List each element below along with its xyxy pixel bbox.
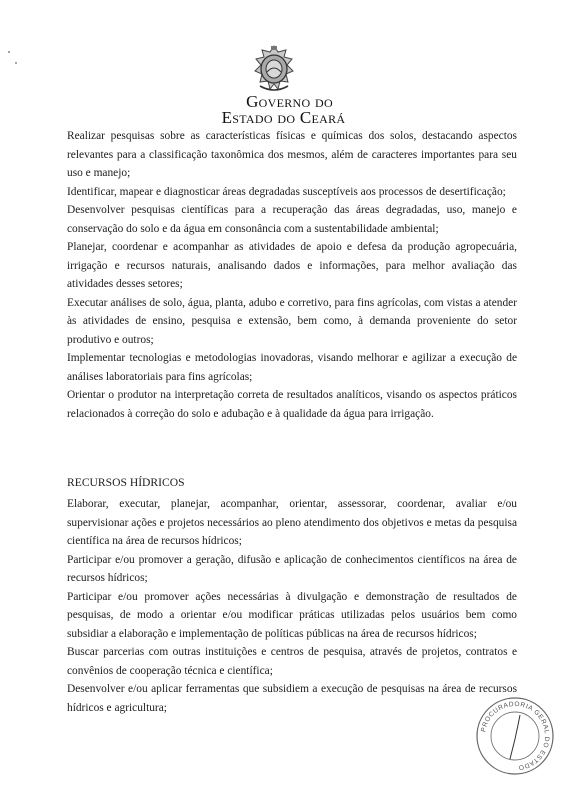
- paragraph: Buscar parcerias com outras instituições e centros de pesquisa, através de projetos, contratos e convênios de cooperação técnica e científica;: [67, 646, 517, 677]
- paragraph: Elaborar, executar, planejar, acompanhar, orientar, assessorar, coordenar, avaliar e/ou supervisionar ações e projetos necessários ao pleno atendimento dos objetivos e metas da pesquisa científica na área de recursos hídricos;: [67, 498, 517, 547]
- section-2-body: [67, 495, 517, 717]
- paragraph: Executar análises de solo, água, planta, adubo e corretivo, para fins agrícolas, com vistas a atender às atividades de ensino, pesquisa e extensão, bem como, à demanda proveniente do setor produtivo e outros;: [67, 296, 517, 346]
- paragraph: Realizar pesquisas sobre as características físicas e químicas dos solos, destacando aspectos relevantes para a classificação taxonômica dos mesmos, além de caracteres importantes para seu uso e manejo;: [67, 130, 517, 179]
- scan-speck: [8, 51, 10, 53]
- paragraph: Desenvolver e/ou aplicar ferramentas que subsidiem a execução de pesquisas na área de recursos hídricos e agricultura;: [67, 683, 517, 714]
- paragraph: Participar e/ou promover ações necessárias à divulgação e demonstração de resultados de pesquisas, de modo a orientar e/ou modificar práticas utilizadas pelos usuários bem como subsidiar a elaboração e implementação de políticas públicas na área de recursos hídricos;: [67, 590, 517, 640]
- header-line-1: Governo do: [246, 92, 333, 111]
- procuradoria-stamp-icon: [474, 695, 556, 777]
- paragraph: Implementar tecnologias e metodologias inovadoras, visando melhorar e agilizar a execução de análises laboratoriais para fins agrícolas;: [67, 352, 517, 383]
- scan-speck: [15, 62, 17, 64]
- header-line-2: Estado do Ceará: [221, 108, 346, 127]
- section-1-body: [67, 127, 517, 423]
- paragraph: Identificar, mapear e diagnosticar áreas degradadas susceptíveis aos processos de desertificação;: [67, 185, 506, 198]
- paragraph: Desenvolver pesquisas científicas para a recuperação das áreas degradadas, uso, manejo e conservação do solo e da água em consonância com a sustentabilidade ambiental;: [67, 204, 517, 235]
- paragraph: Planejar, coordenar e acompanhar as atividades de apoio e defesa da produção agropecuária, irrigação e recursos naturais, analisando dados e informações, para melhor avaliação das atividades desses setores;: [67, 241, 517, 290]
- section-heading: RECURSOS HÍDRICOS: [67, 476, 185, 489]
- paragraph: Participar e/ou promover a geração, difusão e aplicação de conhecimentos científicos na área de recursos hídricos;: [67, 553, 517, 584]
- paragraph: Orientar o produtor na interpretação correta de resultados analíticos, visando os aspectos práticos relacionados à correção do solo e adubação e à qualidade da água para irrigação.: [67, 389, 517, 420]
- state-coat-of-arms-icon: [251, 44, 297, 96]
- svg-text:PROCURADORIA GERAL DO ESTADO: PROCURADORIA GERAL DO ESTADO: [480, 700, 551, 771]
